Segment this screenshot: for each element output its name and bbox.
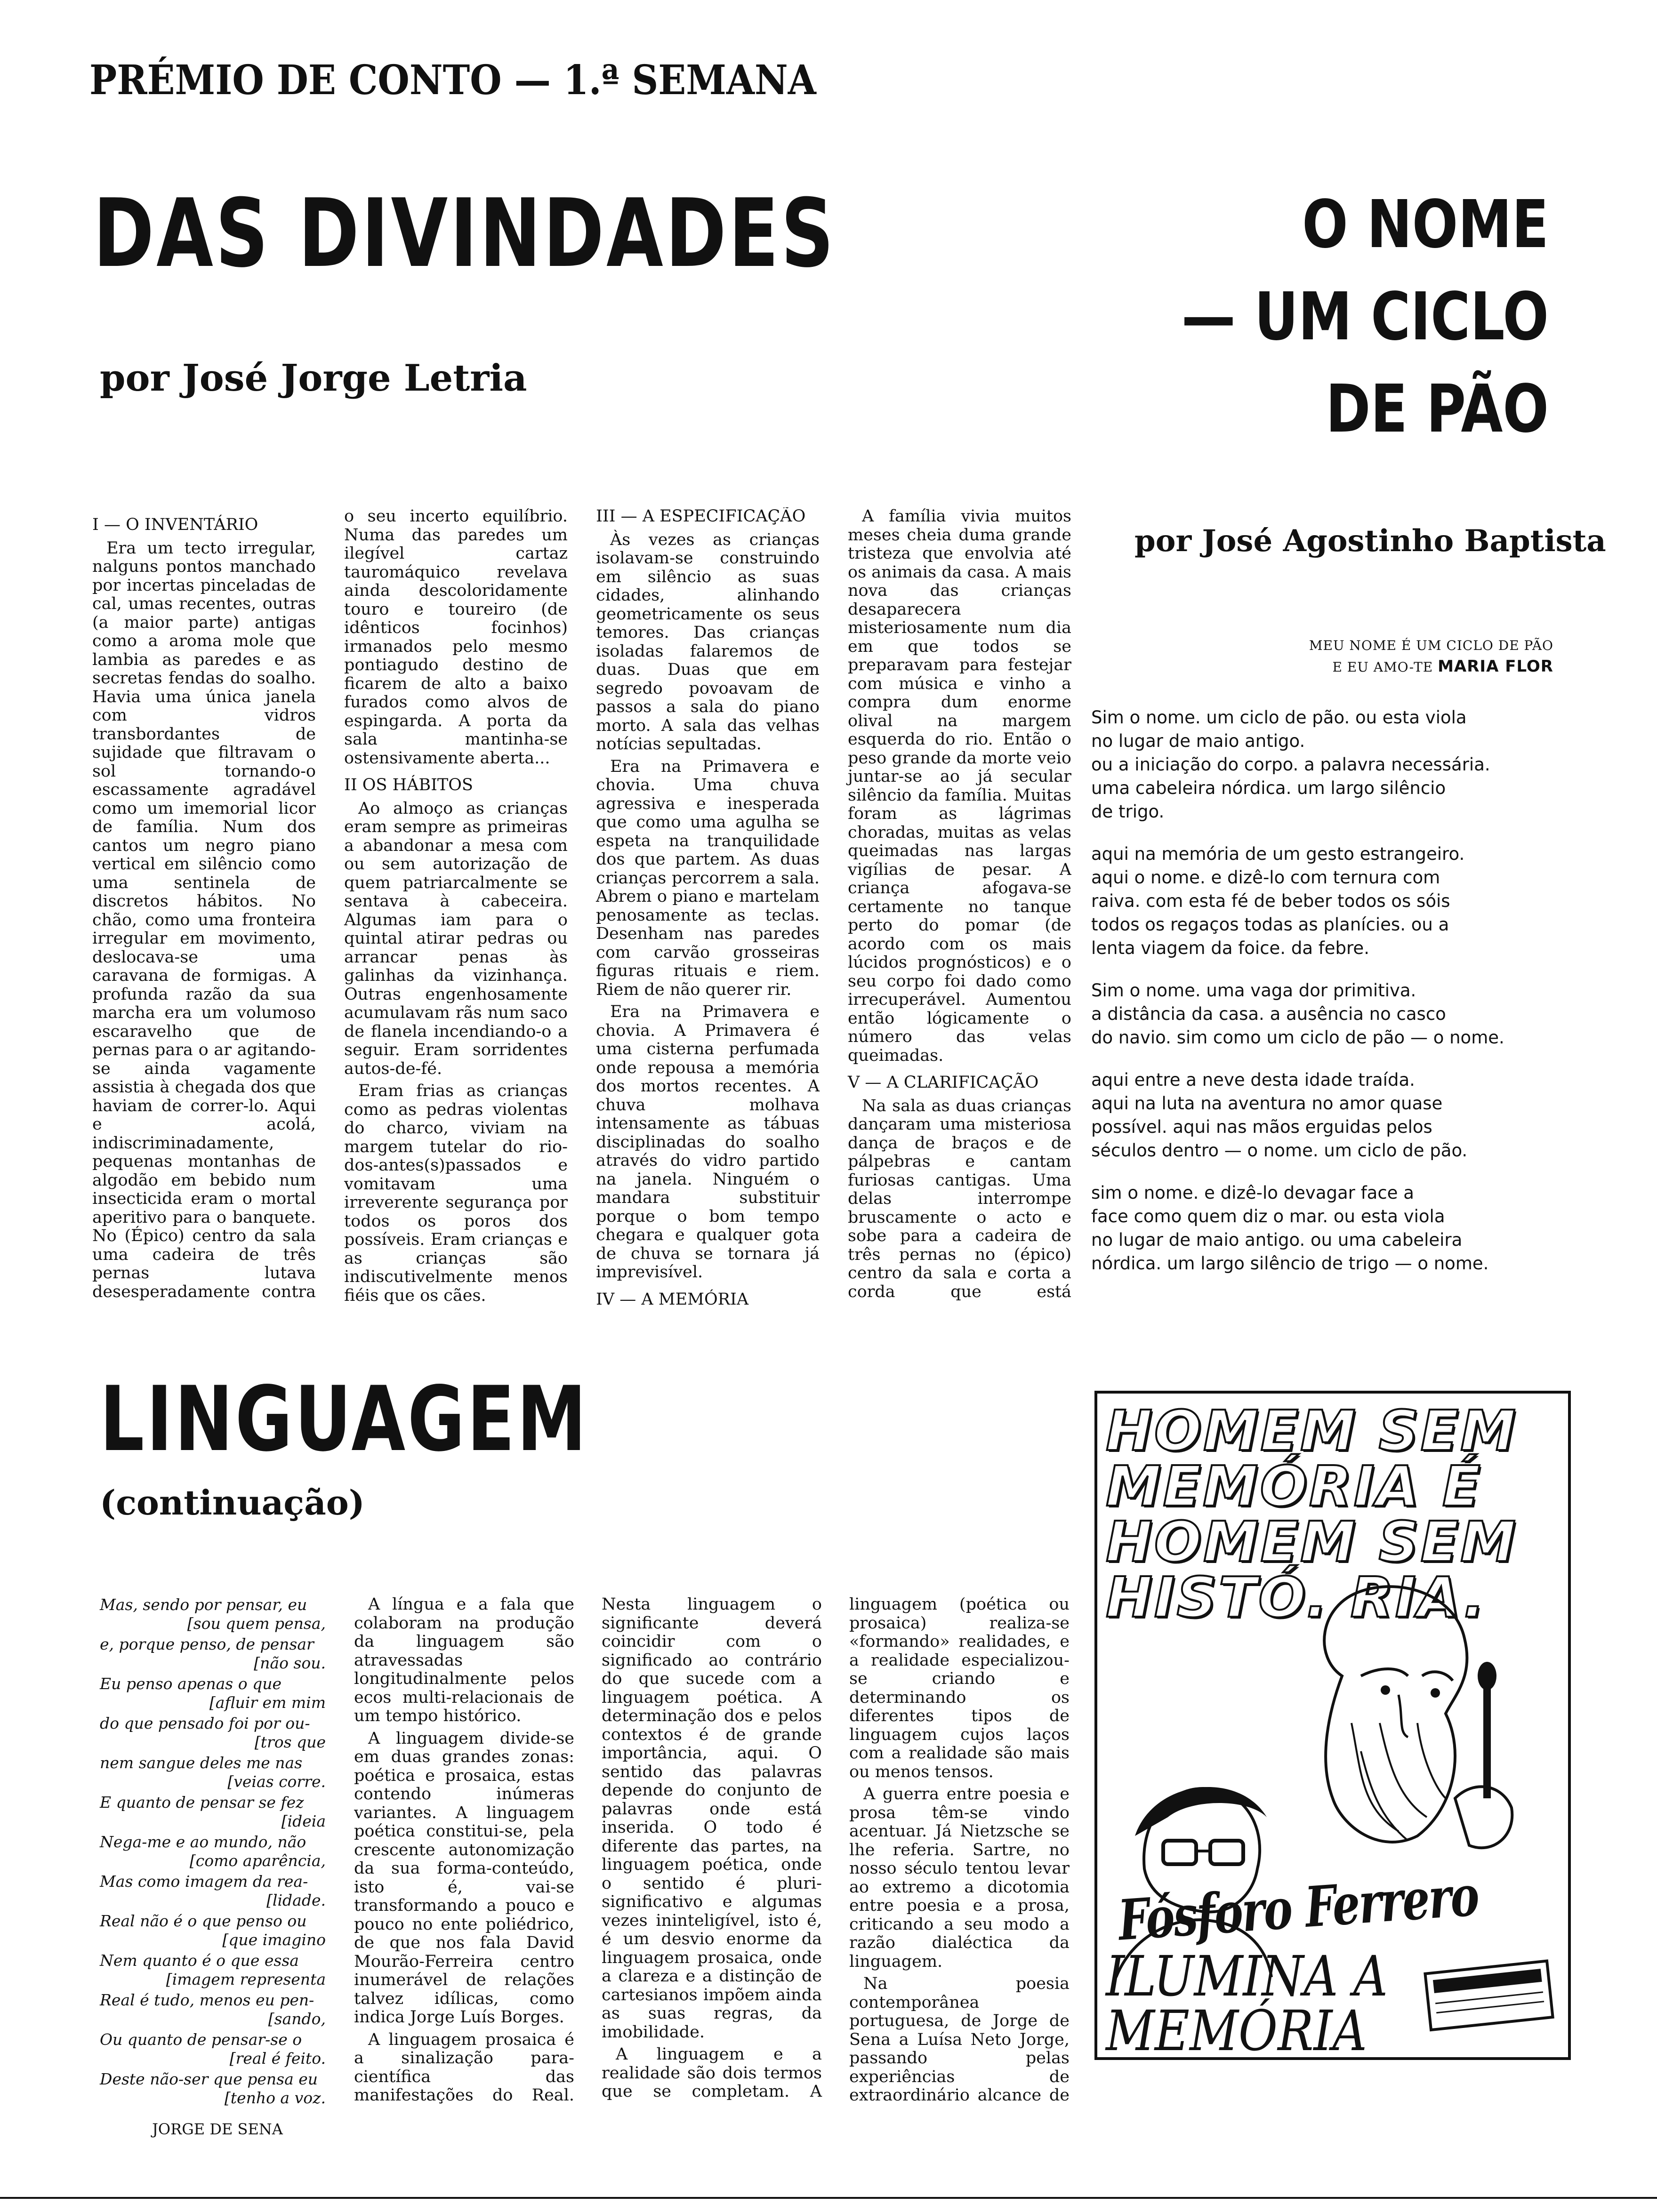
story-paragraph: Era na Primavera e chovia. A Primavera é uma cisterna perfumada onde repousa a memória dos mortos recentes. A chuva molhava intensamente as tábuas disciplinadas do soalho através do vidro partido na janela. Ninguém o mandara substituir porque o bom tempo chegara e qualquer gota de chuva se tornara já imprevisível. [596, 1002, 820, 1282]
epigraph-line: e, porque penso, de pensar [não sou. [100, 1635, 326, 1672]
story-paragraph: Na sala as duas crianças dançaram uma misteriosa dança de braços e de pálpebras e cantam furiosas cantigas. Uma delas interrompe bruscamente o acto e sobe para a cadeira de três pernas no (épico) centro da sala e corta a corda que está [848, 1096, 1071, 1301]
epigraph-author: JORGE DE SENA [152, 2120, 283, 2138]
article-subtitle: (continuação) [100, 1483, 365, 1523]
article-paragraph: A linguagem prosaica é a sinalização para-científica das manifestações do Real. Nesta linguagem o significante deverá coincidir com o significado ao contrário do que sucede com a linguagem poética. A determinação dos e pelos contextos é de grande importância, aqui. O sentido das palavras depende do conjunto de palavras onde está inserida. O todo é diferente das partes, na linguagem poética, onde o sentido é pluri-significativo e algumas vezes ininteligível, isto é, é um desvio enorme da linguagem prosaica, onde a clareza e a distinção de cartesianos impõem ainda as suas regras, da imobilidade. [354, 1595, 822, 2105]
epigraph-line: Mas como imagem da rea- [lidade. [100, 1872, 326, 1909]
ad-brand: Fósforo Ferrero [1116, 1862, 1480, 1953]
epigraph-line: Nega-me e ao mundo, não [como aparência, [100, 1833, 326, 1870]
epigraph-line: Eu penso apenas o que [afluir em mim [100, 1675, 326, 1712]
story-paragraph: Eram frias as crianças como as pedras violentas do charco, viviam na margem tutelar do rio-dos-antes(s)passados e vomitavam uma irreverente segurança por todos os poros dos possíveis. Eram crianças e as crianças são indiscutivelmente menos fiéis que os cães. [344, 1082, 568, 1305]
epigraph-line: Real não é o que penso ou [que imagino [100, 1912, 326, 1949]
advertisement [1094, 1391, 1571, 2060]
epigraph [100, 1595, 335, 2139]
story1-body [92, 507, 1071, 1319]
section-heading: IV — A MEMÓRIA [596, 1290, 749, 1309]
article-paragraph: Na poesia contemporânea portuguesa, de Jorge de Sena a Luísa Neto Jorge, passando pelas experiências de extraordinário alcance de [849, 1974, 1070, 2105]
epigraph-line: Nem quanto é o que essa [imagem representa [100, 1951, 326, 1988]
story-paragraph: Era na Primavera e chovia. Uma chuva agressiva e inesperada que como uma agulha se espeta na tranquilidade dos que partem. As duas crianças percorrem a sala. Abrem o piano e martelam penosamente as teclas. Desenham nas paredes com carvão grosseiras figuras rituais e riem. Riem de não querer rir. [596, 757, 820, 999]
epigraph-line: E quanto de pensar se fez [ideia [100, 1793, 326, 1830]
poem-dedication [1177, 635, 1553, 678]
story2-title: O NOME — UM CICLO DE PÃO [1181, 186, 1549, 448]
poem-stanza: sim o nome. e dizê-lo devagar face a face como quem diz o mar. ou esta viola no lugar de maio antigo. ou uma cabeleira nórdica. um largo silêncio de trigo — o nome. [1091, 1183, 1489, 1274]
poem-stanza: Sim o nome. uma vaga dor primitiva. a distância da casa. a ausência no casco do navio. sim como um ciclo de pão — o nome. [1091, 980, 1504, 1048]
section-heading: V — A CLARIFICAÇÃO [848, 1073, 1039, 1092]
dedication-line2: E EU AMO-TE [1332, 659, 1433, 675]
story-paragraph: Às vezes as crianças isolavam-se construindo em silêncio as suas cidades, alinhando geometricamente os seus temores. Das crianças isoladas falaremos de duas. Duas que em segredo povoavam de passos a sala do piano morto. A sala das velhas notícias sepultadas. [596, 530, 820, 753]
section-heading: I — O INVENTÁRIO [92, 515, 258, 534]
story-paragraph: Ao almoço as crianças eram sempre as primeiras a abandonar a mesa com ou sem autorização de quem patriarcalmente se sentava à cabeceira. Algumas iam para o quintal atirar pedras ou arrancar penas às galinhas da vizinhança. Outras engenhosamente acumulavam rãs num saco de flanela incendiando-o a seguir. Eram sorridentes autos-de-fé. [344, 799, 568, 1078]
section-heading: II OS HÁBITOS [344, 776, 473, 794]
article-body [354, 1595, 1070, 2118]
poem-stanza: aqui na memória de um gesto estrangeiro. aqui o nome. e dizê-lo com ternura com raiva. com esta fé de beber todos os sóis todos os regaços todas as planícies. ou a lenta viagem da foice. da febre. [1091, 844, 1465, 958]
ad-slogan: ILUMINA A MEMÓRIA [1106, 1944, 1388, 2060]
epigraph-line: nem sangue deles me nas [veias corre. [100, 1754, 326, 1791]
ad-headline: HOMEM SEM MEMÓRIA É HOMEM SEM HISTÓ. RIA. [1106, 1398, 1518, 1630]
bottom-rule [0, 2197, 1657, 2199]
dedication-name: MARIA FLOR [1438, 657, 1553, 676]
epigraph-line: Mas, sendo por pensar, eu [sou quem pensa, [100, 1595, 326, 1633]
article-paragraph: A linguagem e a realidade são dois termos que se completam. A linguagem (poética ou prosaica) realiza-se «formando» realidades, e a realidade especializou-se criando e determinando os diferentes tipos de linguagem cujos laços com a realidade são mais ou menos tensos. [602, 1595, 1070, 2101]
poem-stanza: Sim o nome. um ciclo de pão. ou esta viola no lugar de maio antigo. ou a iniciação do corpo. a palavra necessária. uma cabeleira nórdica. um largo silêncio de trigo. [1091, 707, 1490, 822]
story1-title: DAS DIVINDADES [93, 179, 836, 289]
poem [1091, 706, 1567, 1294]
article-paragraph: A língua e a fala que colaboram na produção da linguagem são atravessadas longitudinalmente pelos ecos multi-relacionais de um tempo histórico. [354, 1595, 574, 1725]
article-title: LINGUAGEM [100, 1367, 589, 1471]
dedication-line1: MEU NOME É UM CICLO DE PÃO [1309, 638, 1553, 653]
epigraph-line: Ou quanto de pensar-se o [real é feito. [100, 2030, 326, 2068]
poem-stanza: aqui entre a neve desta idade traída. aqui na luta na aventura no amor quase possível. aqui nas mãos erguidas pelos séculos dentro — o nome. um ciclo de pão. [1091, 1070, 1468, 1161]
epigraph-line: Real é tudo, menos eu pen- [sando, [100, 1991, 326, 2028]
epigraph-line: do que pensado foi por ou- [tros que [100, 1714, 326, 1751]
article-paragraph: A linguagem divide-se em duas grandes zonas: poética e prosaica, estas contendo inúmeras variantes. A linguagem poética constitui-se, pela crescente autonomização da sua forma-conteúdo, isto é, vai-se transformando a pouco e pouco no ente poliédrico, de que nos fala David Mourão-Ferreira centro inumerável de relações talvez idílicas, como indica Jorge Luís Borges. [354, 1729, 574, 2027]
epigraph-line: Deste não-ser que pensa eu [tenho a voz. [100, 2070, 326, 2107]
story-paragraph: Era um tecto irregular, nalguns pontos manchado por incertas pinceladas de cal, umas recentes, outras (a maior parte) antigas como a aroma mole que lambia as paredes e as secretas fendas do soalho. Havia uma única janela com vidros transbordantes de sujidade que filtravam o sol tornando-o escassamente agradável como um imemorial licor de família. Num dos cantos um negro piano vertical em silêncio como uma sentinela de discretos hábitos. No chão, como uma fronteira irregular em movimento, deslocava-se uma caravana de formigas. A profunda razão da sua marcha era um volumoso escaravelho que de pernas para o ar agitando-se ainda vagamente assistia à chegada dos que haviam de correr-lo. Aqui e acolá, indiscriminadamente, pequenas montanhas de algodão em bebido num insecticida eram o mortal aperitivo para o banquete. No (Épico) centro da sala uma cadeira de três pernas lutava desesperadamente contra o seu incerto equilíbrio. Numa das paredes um ilegível cartaz tauromáquico revelava ainda descoloridamente touro e toureiro (de idênticos focinhos) irmanados pelo mesmo pontiagudo destino de ficarem de alto a baixo furados como alvos de espingarda. A porta da sala mantinha-se ostensivamente aberta... [92, 507, 568, 1301]
section-heading: III — A ESPECIFICAÇÃO [596, 507, 806, 526]
story-paragraph: A família vivia muitos meses cheia duma grande tristeza que envolvia até os animais da casa. A mais nova das crianças desaparecera misteriosamente num dia em que todos se preparavam para festejar com música e vinho a compra dum enorme olival na margem esquerda do rio. Então o peso grande da morte veio juntar-se ao já secular silêncio da família. Muitas foram as lágrimas choradas, muitas as velas queimadas nas largas vigílias de pesar. A criança afogava-se certamente no tanque perto do pomar (de acordo com os mais lúcidos prognósticos) e o seu corpo foi dado como irrecuperável. Aumentou então lógicamente o número das velas queimadas. [848, 507, 1071, 1065]
story2-byline: por José Agostinho Baptista [1134, 523, 1606, 559]
article-paragraph: A guerra entre poesia e prosa têm-se vindo acentuar. Já Nietzsche se lhe referia. Sartre, no nosso século tentou levar ao extremo a dicotomia entre poesia e a prosa, criticando a seu modo a razão dialéctica da linguagem. [849, 1785, 1070, 1971]
story1-byline: por José Jorge Letria [100, 357, 527, 400]
supertitle: PRÉMIO DE CONTO — 1.ª SEMANA [89, 56, 816, 104]
